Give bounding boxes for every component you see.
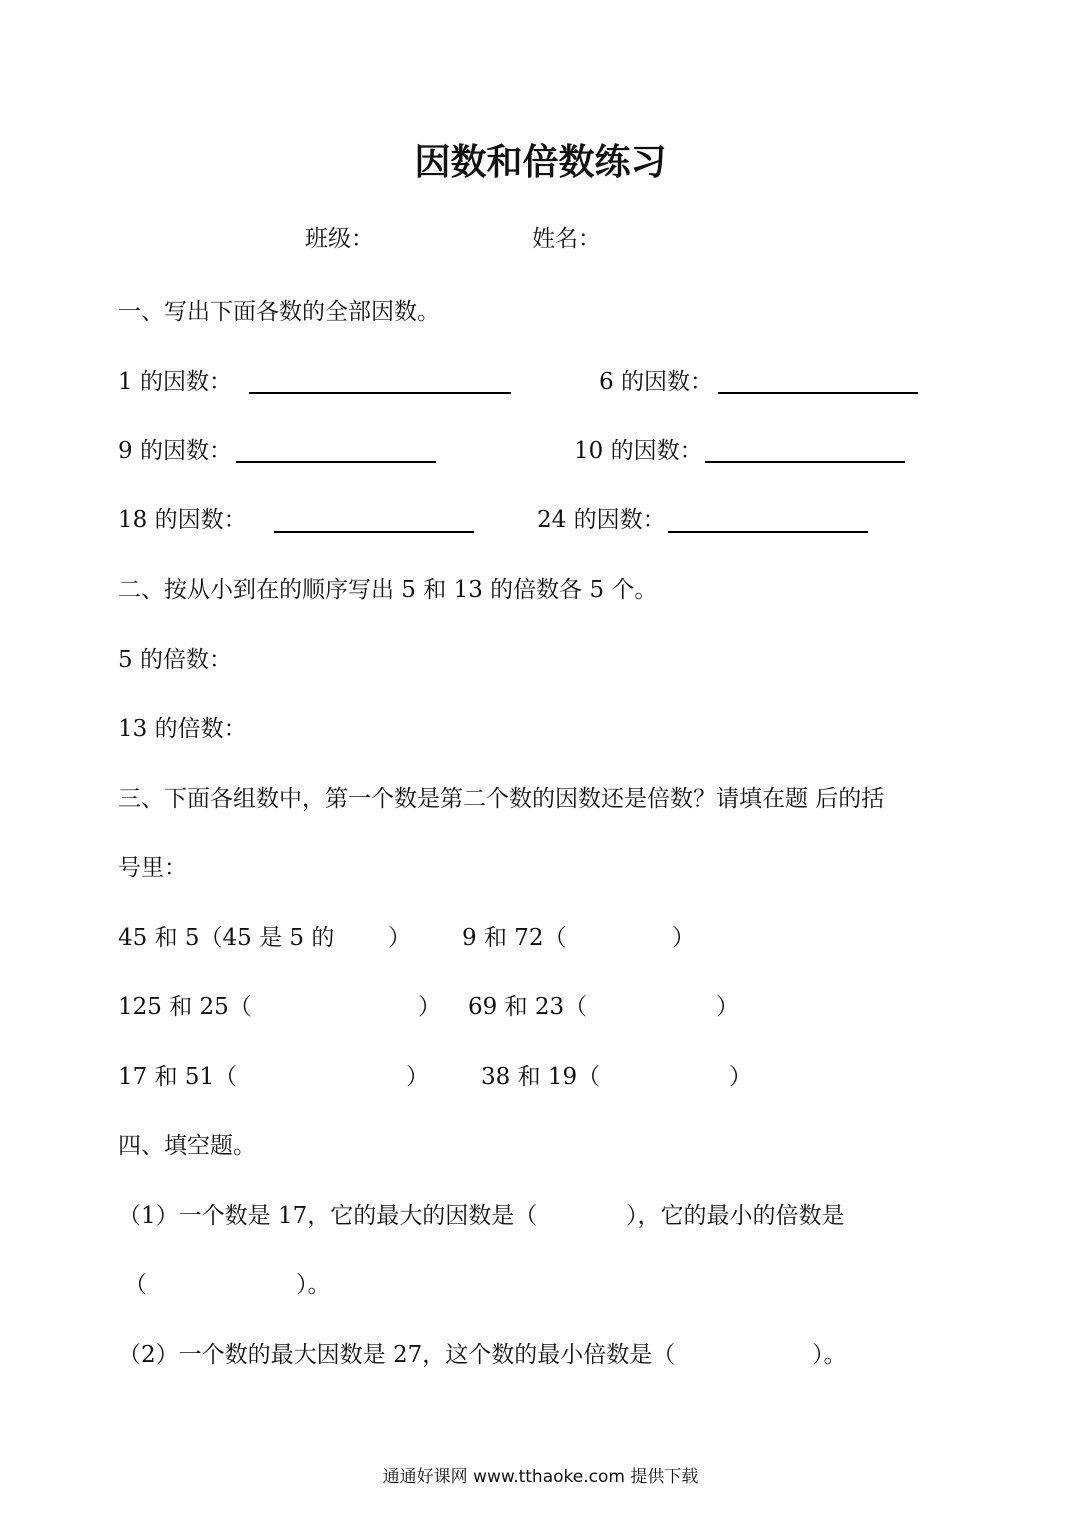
q2-text: （2）一个数的最大因数是 27，这个数的最小倍数是（ [118,1342,676,1368]
q1-blank-close: ）。 [296,1272,331,1298]
multiples-of-13: 13 的倍数： [118,716,247,742]
q1-blank-open: （ [124,1272,147,1298]
q2-text-cont: ）。 [812,1342,847,1368]
footer-credit: 通通好课网 www.tthaoke.com 提供下载 [382,1467,699,1487]
pair-9-72-close: ） [672,925,695,951]
factor-item-1: 1 的因数： [118,369,232,395]
pair-125-25-close: ） [418,994,441,1020]
factor-item-9: 9 的因数： [118,438,232,464]
pair-45-5-close: ） [388,925,411,951]
section1-heading: 一、写出下面各数的全部因数。 [118,299,440,325]
pair-125-25: 125 和 25（ [118,994,252,1020]
pair-9-72: 9 和 72（ [462,925,567,951]
answer-line-6[interactable] [718,392,918,394]
factor-item-18: 18 的因数： [118,507,247,533]
page-title: 因数和倍数练习 [414,142,667,183]
answer-line-9[interactable] [236,461,436,463]
factor-item-6: 6 的因数： [599,369,713,395]
answer-line-24[interactable] [668,531,868,533]
q1-text: （1）一个数是 17，它的最大的因数是（ [118,1203,538,1229]
pair-38-19-close: ） [729,1064,752,1090]
pair-45-5: 45 和 5（45 是 5 的 [118,925,335,951]
answer-line-18[interactable] [274,531,474,533]
class-label: 班级： [305,226,374,252]
section4-heading: 四、填空题。 [118,1133,256,1159]
pair-38-19: 38 和 19（ [481,1064,601,1090]
pair-69-23-close: ） [716,994,739,1020]
section2-heading: 二、按从小到在的顺序写出 5 和 13 的倍数各 5 个。 [118,577,658,603]
factor-item-24: 24 的因数： [537,507,666,533]
answer-line-10[interactable] [705,461,905,463]
pair-69-23: 69 和 23（ [468,994,588,1020]
name-label: 姓名： [532,226,601,252]
q1-text-cont: ），它的最小的倍数是 [626,1203,845,1229]
factor-item-10: 10 的因数： [574,438,703,464]
pair-17-51-close: ） [406,1064,429,1090]
pair-17-51: 17 和 51（ [118,1064,238,1090]
section3-heading-cont: 号里： [118,855,187,881]
answer-line-1[interactable] [249,392,511,394]
multiples-of-5: 5 的倍数： [118,647,232,673]
section3-heading: 三、下面各组数中，第一个数是第二个数的因数还是倍数？请填在题 后的括 [118,786,885,812]
